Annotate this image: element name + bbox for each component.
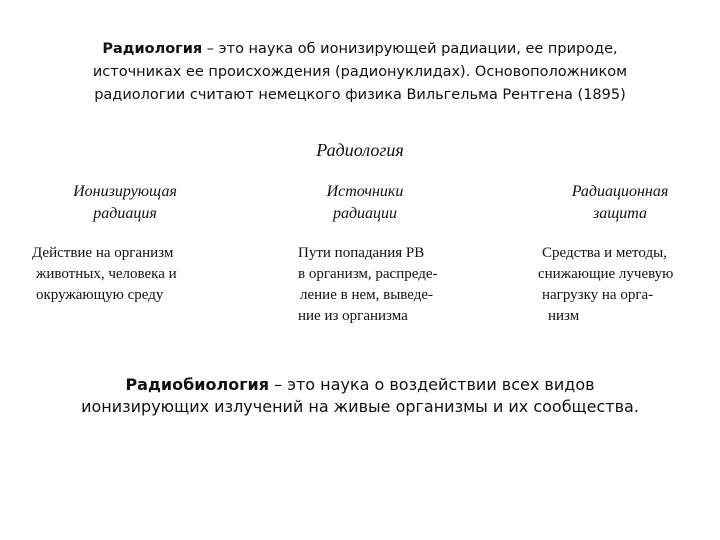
intro-term: Радиология [102, 41, 203, 57]
outro-term: Радиобиология [125, 375, 270, 394]
column-3-body: Средства и методы, снижающие лучевую нагрузку на орга- низм [538, 245, 674, 324]
outro-line-1: – это наука о воздействии всех видов [269, 375, 595, 394]
column-2-body: Пути попадания РВ в организм, распреде- ление в нем, выведе- ние из организма [298, 245, 438, 324]
intro-line-2: источниках ее происхождения (радионуклидах). Основоположником [92, 64, 628, 80]
diagram-title: Радиология [316, 140, 404, 160]
intro-line-3: радиологии считают немецкого физика Вильгельма Рентгена (1895) [94, 87, 626, 103]
intro-paragraph [60, 38, 660, 107]
column-2-heading: Источники радиации [326, 183, 404, 222]
outro-line-2: ионизирующих излучений на живые организмы и их сообщества. [81, 397, 639, 416]
column-3-heading: Радиационная защита [571, 183, 669, 222]
intro-line-1: – это наука об ионизирующей радиации, ее природе, [202, 41, 618, 57]
column-1-body: Действие на организм животных, человека и окружающую среду [32, 245, 177, 303]
outro-paragraph [60, 374, 660, 418]
column-1-heading: Ионизирующая радиация [73, 183, 177, 222]
